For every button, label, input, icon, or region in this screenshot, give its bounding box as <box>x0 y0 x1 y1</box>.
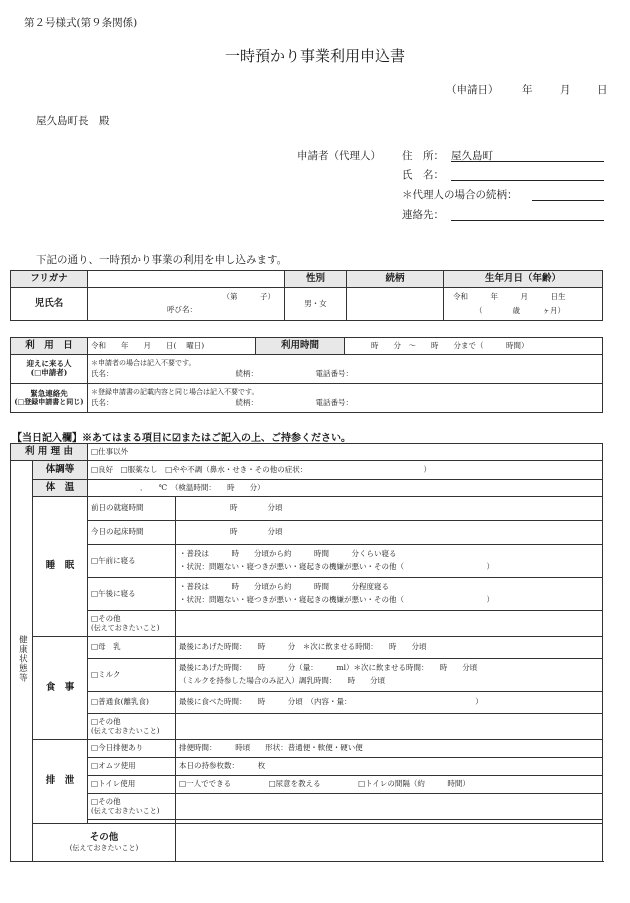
bedtime-label: 前日の就寝時間 <box>88 497 176 521</box>
nap-pm-cell[interactable] <box>176 578 603 611</box>
child-name-header: 児氏名 <box>11 288 88 321</box>
food-cell[interactable]: 最後に食べた時間： 時 分頃 （内容・量： ） <box>176 692 603 714</box>
food-check[interactable]: □普通食(離乳食) <box>88 692 176 714</box>
formula-line2: （ミルクを持参した場合のみ記入）調乳時間： 時 分頃 <box>179 676 386 685</box>
birth-age: （ 歳 ヶ月） <box>475 305 565 315</box>
gender-header: 性別 <box>285 271 347 288</box>
breastmilk-cell[interactable]: 最後にあげた時間： 時 分 ＊次に飲ませる時間： 時 分頃 <box>176 637 603 659</box>
pickup-label: 迎えに来る人 <box>26 359 72 369</box>
excretion-other-sub: (伝えておきたいこと) <box>91 806 160 815</box>
apply-date-label: （申請日） <box>446 84 499 96</box>
health-header <box>11 461 33 862</box>
pickup-name-label: 氏名： <box>91 369 114 379</box>
sleep-other-check[interactable] <box>88 611 176 637</box>
emergency-tel-label: 電話番号： <box>315 398 353 408</box>
relation-header: 続柄 <box>347 271 444 288</box>
child-name-cell[interactable] <box>88 288 285 321</box>
use-time-cell[interactable]: 時 分 〜 時 分まで（ 時間） <box>345 338 603 355</box>
reason-cell[interactable]: □仕事以外 <box>88 444 603 461</box>
nap-pm-check[interactable]: □午後に寝る <box>88 578 176 611</box>
form-title: 一時預かり事業利用申込書 <box>224 47 405 65</box>
emergency-label: 緊急連絡先 <box>30 388 68 398</box>
health-label: 健康状態等 <box>17 635 28 683</box>
name-input-line[interactable] <box>451 180 604 181</box>
form-number: 第２号様式(第９条関係) <box>24 17 138 29</box>
condition-header: 体調等 <box>33 461 88 480</box>
excretion-header: 排 泄 <box>33 740 88 824</box>
sleep-header: 睡 眠 <box>33 497 88 637</box>
pickup-cell[interactable] <box>88 355 603 384</box>
pickup-applicant-check[interactable]: (□申請者) <box>30 368 68 377</box>
misc-label: その他 <box>89 832 119 844</box>
excretion-other-cell[interactable] <box>176 794 603 820</box>
condition-cell[interactable]: □良好 □服薬なし □やや不調（鼻水・せき・その他の症状： ） <box>88 461 603 480</box>
meal-other-sub: (伝えておきたいこと) <box>91 726 160 735</box>
birth-cell[interactable] <box>444 288 603 321</box>
emergency-relation-label: 続柄： <box>235 398 258 408</box>
addressee: 屋久島町長 殿 <box>36 115 110 127</box>
furigana-header: フリガナ <box>11 271 88 288</box>
meal-other-check[interactable] <box>88 714 176 740</box>
gender-options[interactable]: 男・女 <box>285 288 347 321</box>
pickup-tel-label: 電話番号： <box>315 369 353 379</box>
nap-am-cell[interactable] <box>176 545 603 578</box>
apply-date-year: 年 <box>522 84 533 96</box>
meal-other-cell[interactable] <box>176 714 603 740</box>
emergency-same-check[interactable]: (□登録申請書と同じ) <box>14 397 84 407</box>
formula-line1: 最後にあげた時間： 時 分（量： ml）＊次に飲ませる時間： 時 分頃 <box>179 663 478 673</box>
toilet-check[interactable]: □トイレ使用 <box>88 776 176 794</box>
breastmilk-check[interactable]: □母 乳 <box>88 637 176 659</box>
reason-header: 利 用 理 由 <box>11 444 88 461</box>
diaper-cell[interactable]: 本日の持参枚数： 枚 <box>176 758 603 776</box>
contact-label: 連絡先： <box>402 209 444 221</box>
formula-cell[interactable] <box>176 659 603 692</box>
furigana-cell[interactable] <box>88 271 285 288</box>
nap-am-line1: ・普段は 時 分頃から約 時間 分くらい寝る <box>179 549 397 559</box>
nickname-label: 呼び名： <box>167 305 197 314</box>
today-header: 【当日記入欄】※あてはまる項目に☑またはご記入の上、ご持参ください。 <box>12 433 351 444</box>
address-line <box>451 161 604 162</box>
nap-pm-line1: ・普段は 時 分頃から約 時間 分程度寝る <box>179 582 389 592</box>
use-time-header: 利用時間 <box>256 338 345 355</box>
birth-date: 令和 年 月 日生 <box>453 291 566 301</box>
sleep-other-cell[interactable] <box>176 611 603 637</box>
today-table <box>10 443 603 862</box>
relation-input-line[interactable] <box>532 200 604 201</box>
emergency-header <box>11 384 88 413</box>
excretion-other-label: □その他 <box>91 797 121 807</box>
toilet-cell[interactable]: □一人でできる □尿意を教える □トイレの間隔（約 時間） <box>176 776 603 794</box>
temperature-header: 体 温 <box>33 480 88 497</box>
bowel-cell[interactable]: 排便時間： 時頃 形状：普通便・軟便・硬い便 <box>176 740 603 758</box>
use-date-header: 利 用 日 <box>11 338 88 355</box>
use-table <box>10 337 603 413</box>
sleep-other-label: □その他 <box>91 614 121 624</box>
wakeup-cell[interactable]: 時 分頃 <box>176 521 603 545</box>
emergency-note: ＊登録申請書の記載内容と同じ場合は記入不要です。 <box>91 388 259 397</box>
emergency-cell[interactable] <box>88 384 603 413</box>
contact-input-line[interactable] <box>451 220 604 221</box>
misc-cell[interactable] <box>176 824 603 862</box>
diaper-check[interactable]: □オムツ使用 <box>88 758 176 776</box>
relation-cell[interactable] <box>347 288 444 321</box>
bowel-check[interactable]: □今日排便あり <box>88 740 176 758</box>
pickup-relation-label: 続柄： <box>235 369 258 379</box>
nap-pm-line2: ・状況：問題ない・寝つきが悪い・寝起きの機嫌が悪い・その他（ ） <box>179 595 494 604</box>
birth-header: 生年月日（年齢） <box>444 271 603 288</box>
name-label: 氏 名： <box>402 169 444 181</box>
child-order: （第 子） <box>222 292 275 302</box>
address-label: 住 所： <box>402 150 444 162</box>
relation-label: ＊代理人の場合の続柄： <box>402 189 518 201</box>
emergency-name-label: 氏名： <box>91 398 114 408</box>
sleep-other-sub: (伝えておきたいこと) <box>91 623 160 632</box>
wakeup-label: 今日の起床時間 <box>88 521 176 545</box>
misc-sub: (伝えておきたいこと) <box>69 843 139 852</box>
address-value: 屋久島町 <box>451 150 493 162</box>
excretion-other-check[interactable] <box>88 794 176 820</box>
misc-header <box>33 824 176 862</box>
applicant-label: 申請者（代理人） <box>297 150 381 162</box>
child-table <box>10 270 603 321</box>
nap-am-line2: ・状況：問題ない・寝つきが悪い・寝起きの機嫌が悪い・その他（ ） <box>179 562 494 571</box>
bedtime-cell[interactable]: 時 分頃 <box>176 497 603 521</box>
formula-check[interactable]: □ミルク <box>88 659 176 692</box>
meal-other-label: □その他 <box>91 717 121 727</box>
use-date-cell[interactable]: 令和 年 月 日( 曜日) <box>88 338 256 355</box>
meal-header: 食 事 <box>33 637 88 740</box>
apply-date-month: 月 <box>560 84 571 96</box>
intro-text: 下記の通り、一時預かり事業の利用を申し込みます。 <box>36 254 288 266</box>
pickup-header <box>11 355 88 384</box>
nap-am-check[interactable]: □午前に寝る <box>88 545 176 578</box>
temperature-cell[interactable]: ． ℃ （検温時間： 時 分） <box>88 480 603 497</box>
pickup-note: ＊申請者の場合は記入不要です。 <box>91 359 196 368</box>
apply-date-day: 日 <box>597 84 608 96</box>
